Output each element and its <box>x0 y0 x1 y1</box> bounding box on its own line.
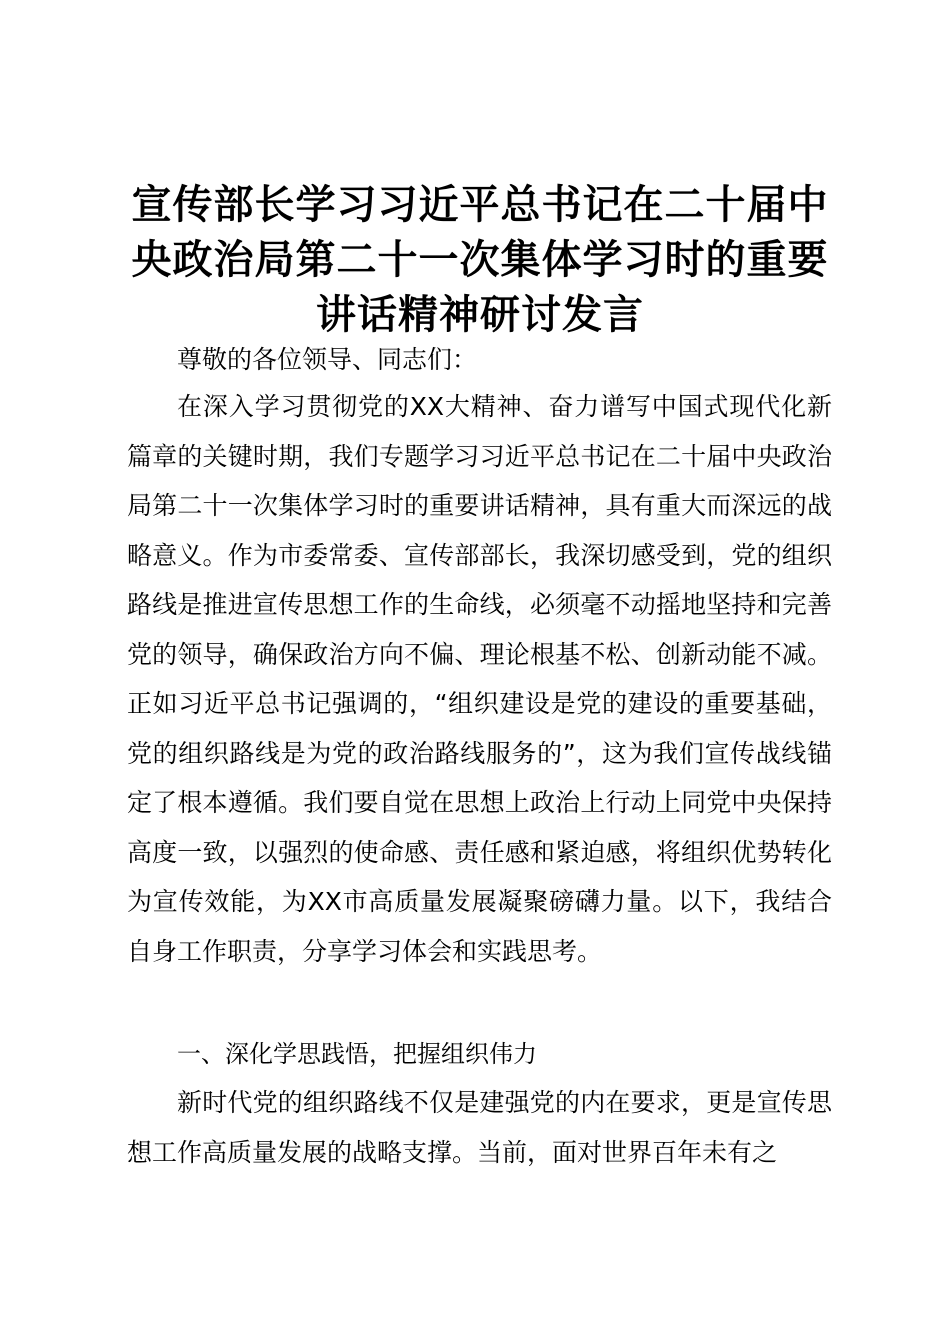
title-line-2: 央政治局第二十一次集体学习时的重要 <box>131 237 829 283</box>
section-heading-1: 一、深化学思践悟，把握组织伟力 <box>177 1040 537 1068</box>
paragraph-intro: 在深入学习贯彻党的XX大精神、奋力谱写中国式现代化新篇章的关键时期，我们专题学习习近平总书记在二十届中央政治局第二十一次集体学习时的重要讲话精神，具有重大而深远的战略意义。作为市委常委、宣传部部长，我深切感受到，党的组织路线是推进宣传思想工作的生命线，必须毫不动摇地坚持和完善党的领导，确保政治方向不偏、理论根基不松、创新动能不减。正如习近平总书记强调的，“组织建设是党的建设的重要基础，党的组织路线是为党的政治路线服务的”，这为我们宣传战线锚定了根本遵循。我们要自觉在思想上政治上行动上同党中央保持高度一致，以强烈的使命感、责任感和紧迫感，将组织优势转化为宣传效能，为XX市高质量发展凝聚磅礴力量。以下，我结合自身工作职责，分享学习体会和实践思考。 <box>127 392 832 966</box>
document-title <box>110 178 850 343</box>
title-line-1: 宣传部长学习习近平总书记在二十届中 <box>131 182 829 228</box>
greeting: 尊敬的各位领导、同志们： <box>177 345 478 374</box>
title-line-3: 讲话精神研讨发言 <box>316 292 644 338</box>
paragraph-section-1: 新时代党的组织路线不仅是建强党的内在要求，更是宣传思想工作高质量发展的战略支撑。当前，面对世界百年未有之 <box>127 1088 832 1167</box>
